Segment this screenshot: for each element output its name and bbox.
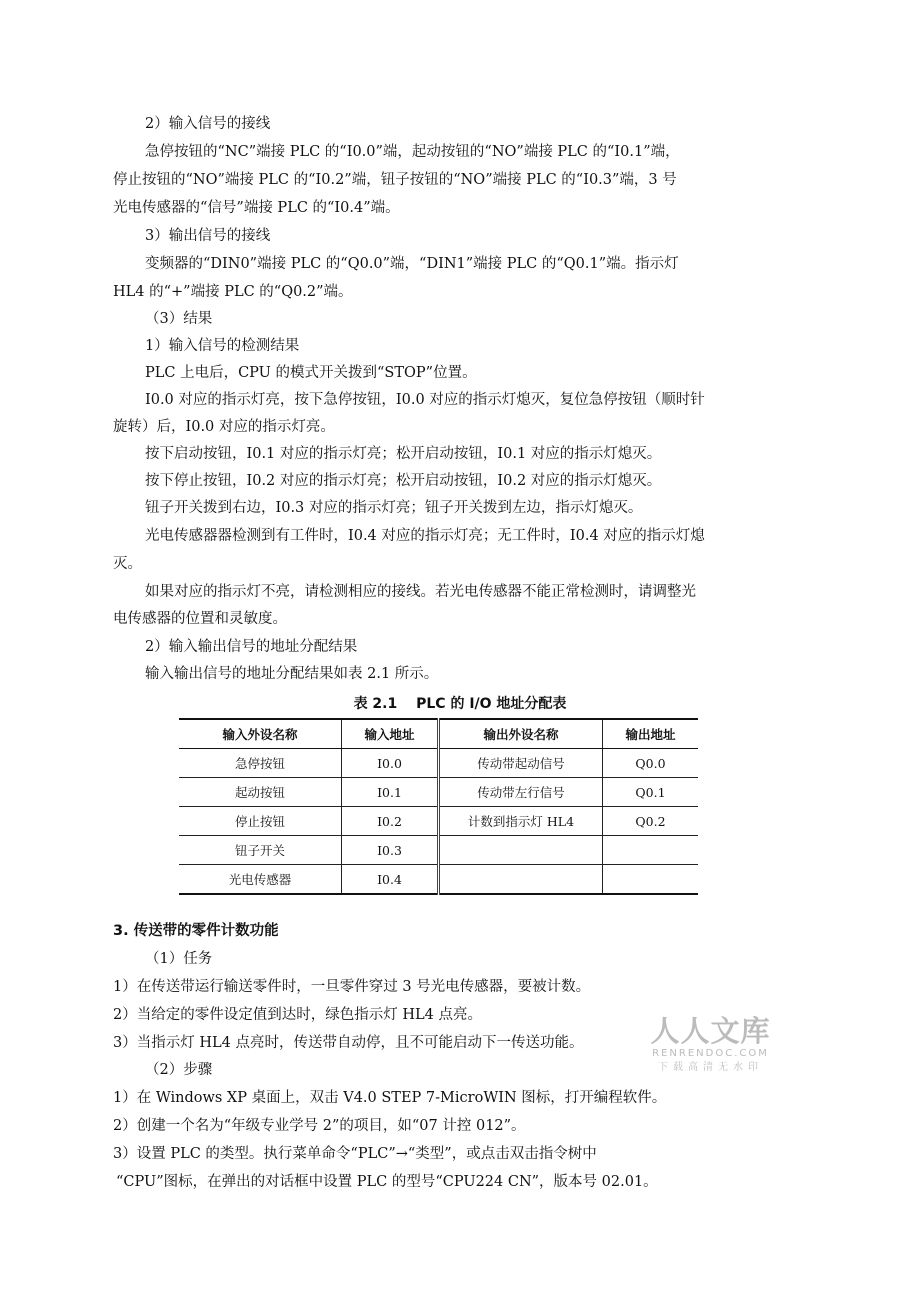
cell-output-device: 计数到指示灯 HL4 <box>439 807 603 836</box>
paragraph: 急停按钮的“NC”端接 PLC 的“I0.0”端，起动按钮的“NO”端接 PLC 的“I0.1”端， <box>145 144 680 160</box>
paragraph: 灭。 <box>113 556 142 572</box>
paragraph: “CPU”图标，在弹出的对话框中设置 PLC 的型号“CPU224 CN”，版本号 02.01。 <box>116 1174 658 1190</box>
table-row <box>179 807 698 836</box>
cell-output-address <box>603 836 699 865</box>
table-caption: 表 2.1 PLC 的 I/O 地址分配表 <box>353 696 567 712</box>
paragraph: 按下启动按钮，I0.1 对应的指示灯亮；松开启动按钮，I0.1 对应的指示灯熄灭。 <box>145 446 662 462</box>
io-address-table <box>179 718 698 895</box>
cell-output-device: 传动带起动信号 <box>439 749 603 778</box>
cell-input-device: 钮子开关 <box>179 836 342 865</box>
paragraph: （1）任务 <box>145 951 213 967</box>
cell-input-address: I0.2 <box>342 807 439 836</box>
cell-input-address: I0.0 <box>342 749 439 778</box>
watermark-url: RENRENDOC.COM <box>652 1048 769 1059</box>
header-output-address: 输出地址 <box>603 719 699 749</box>
paragraph: 2）当给定的零件设定值到达时，绿色指示灯 HL4 点亮。 <box>113 1007 482 1023</box>
paragraph: 钮子开关拨到右边，I0.3 对应的指示灯亮；钮子开关拨到左边，指示灯熄灭。 <box>145 500 643 516</box>
table-row <box>179 778 698 807</box>
watermark-logo-text: 人人文库 <box>650 1014 771 1048</box>
cell-output-address: Q0.2 <box>603 807 699 836</box>
watermark-subtitle: 下载高清无水印 <box>658 1062 763 1073</box>
cell-output-address: Q0.1 <box>603 778 699 807</box>
cell-output-device <box>439 836 603 865</box>
paragraph: 1）在 Windows XP 桌面上，双击 V4.0 STEP 7-MicroWIN 图标，打开编程软件。 <box>113 1090 667 1106</box>
paragraph: 旋转）后，I0.0 对应的指示灯亮。 <box>113 419 335 435</box>
cell-output-address: Q0.0 <box>603 749 699 778</box>
table-header-row <box>179 719 698 749</box>
header-input-address: 输入地址 <box>342 719 439 749</box>
paragraph: PLC 上电后，CPU 的模式开关拨到“STOP”位置。 <box>145 365 477 381</box>
paragraph: 光电传感器器检测到有工件时，I0.4 对应的指示灯亮；无工件时，I0.4 对应的指示灯熄 <box>145 528 705 544</box>
header-input-device: 输入外设名称 <box>179 719 342 749</box>
cell-output-device: 传动带左行信号 <box>439 778 603 807</box>
cell-input-address: I0.1 <box>342 778 439 807</box>
paragraph: 2）创建一个名为“年级专业学号 2”的项目，如“07 计控 012”。 <box>113 1118 526 1134</box>
header-output-device: 输出外设名称 <box>439 719 603 749</box>
paragraph: （3）结果 <box>145 311 213 327</box>
cell-input-address: I0.4 <box>342 865 439 895</box>
paragraph: 3）当指示灯 HL4 点亮时，传送带自动停，且不可能启动下一传送功能。 <box>113 1035 584 1051</box>
paragraph: （2）步骤 <box>145 1062 213 1078</box>
paragraph: 如果对应的指示灯不亮，请检测相应的接线。若光电传感器不能正常检测时，请调整光 <box>145 584 696 600</box>
paragraph: 2）输入输出信号的地址分配结果 <box>145 639 358 655</box>
section-heading: 3. 传送带的零件计数功能 <box>113 923 279 939</box>
cell-input-device: 光电传感器 <box>179 865 342 895</box>
table-row <box>179 836 698 865</box>
paragraph: I0.0 对应的指示灯亮，按下急停按钮，I0.0 对应的指示灯熄灭，复位急停按钮（顺时针 <box>145 392 705 408</box>
cell-input-device: 停止按钮 <box>179 807 342 836</box>
paragraph: HL4 的“+”端接 PLC 的“Q0.2”端。 <box>113 284 353 300</box>
paragraph: 电传感器的位置和灵敏度。 <box>113 611 287 627</box>
paragraph: 3）设置 PLC 的类型。执行菜单命令“PLC”→“类型”，或点击双击指令树中 <box>113 1146 597 1162</box>
cell-input-device: 急停按钮 <box>179 749 342 778</box>
cell-output-device <box>439 865 603 895</box>
paragraph: 光电传感器的“信号”端接 PLC 的“I0.4”端。 <box>113 200 400 216</box>
paragraph: 1）输入信号的检测结果 <box>145 338 300 354</box>
cell-output-address <box>603 865 699 895</box>
paragraph: 变频器的“DIN0”端接 PLC 的“Q0.0”端，“DIN1”端接 PLC 的“Q0.1”端。指示灯 <box>145 256 679 272</box>
paragraph: 3）输出信号的接线 <box>145 228 271 244</box>
paragraph: 输入输出信号的地址分配结果如表 2.1 所示。 <box>145 666 439 682</box>
paragraph: 2）输入信号的接线 <box>145 116 271 132</box>
cell-input-device: 起动按钮 <box>179 778 342 807</box>
cell-input-address: I0.3 <box>342 836 439 865</box>
table-row <box>179 865 698 895</box>
paragraph: 1）在传送带运行输送零件时，一旦零件穿过 3 号光电传感器，要被计数。 <box>113 979 591 995</box>
paragraph: 按下停止按钮，I0.2 对应的指示灯亮；松开启动按钮，I0.2 对应的指示灯熄灭。 <box>145 473 662 489</box>
table-row <box>179 749 698 778</box>
watermark <box>648 1015 773 1075</box>
paragraph: 停止按钮的“NO”端接 PLC 的“I0.2”端，钮子按钮的“NO”端接 PLC 的“I0.3”端，3 号 <box>113 172 677 188</box>
